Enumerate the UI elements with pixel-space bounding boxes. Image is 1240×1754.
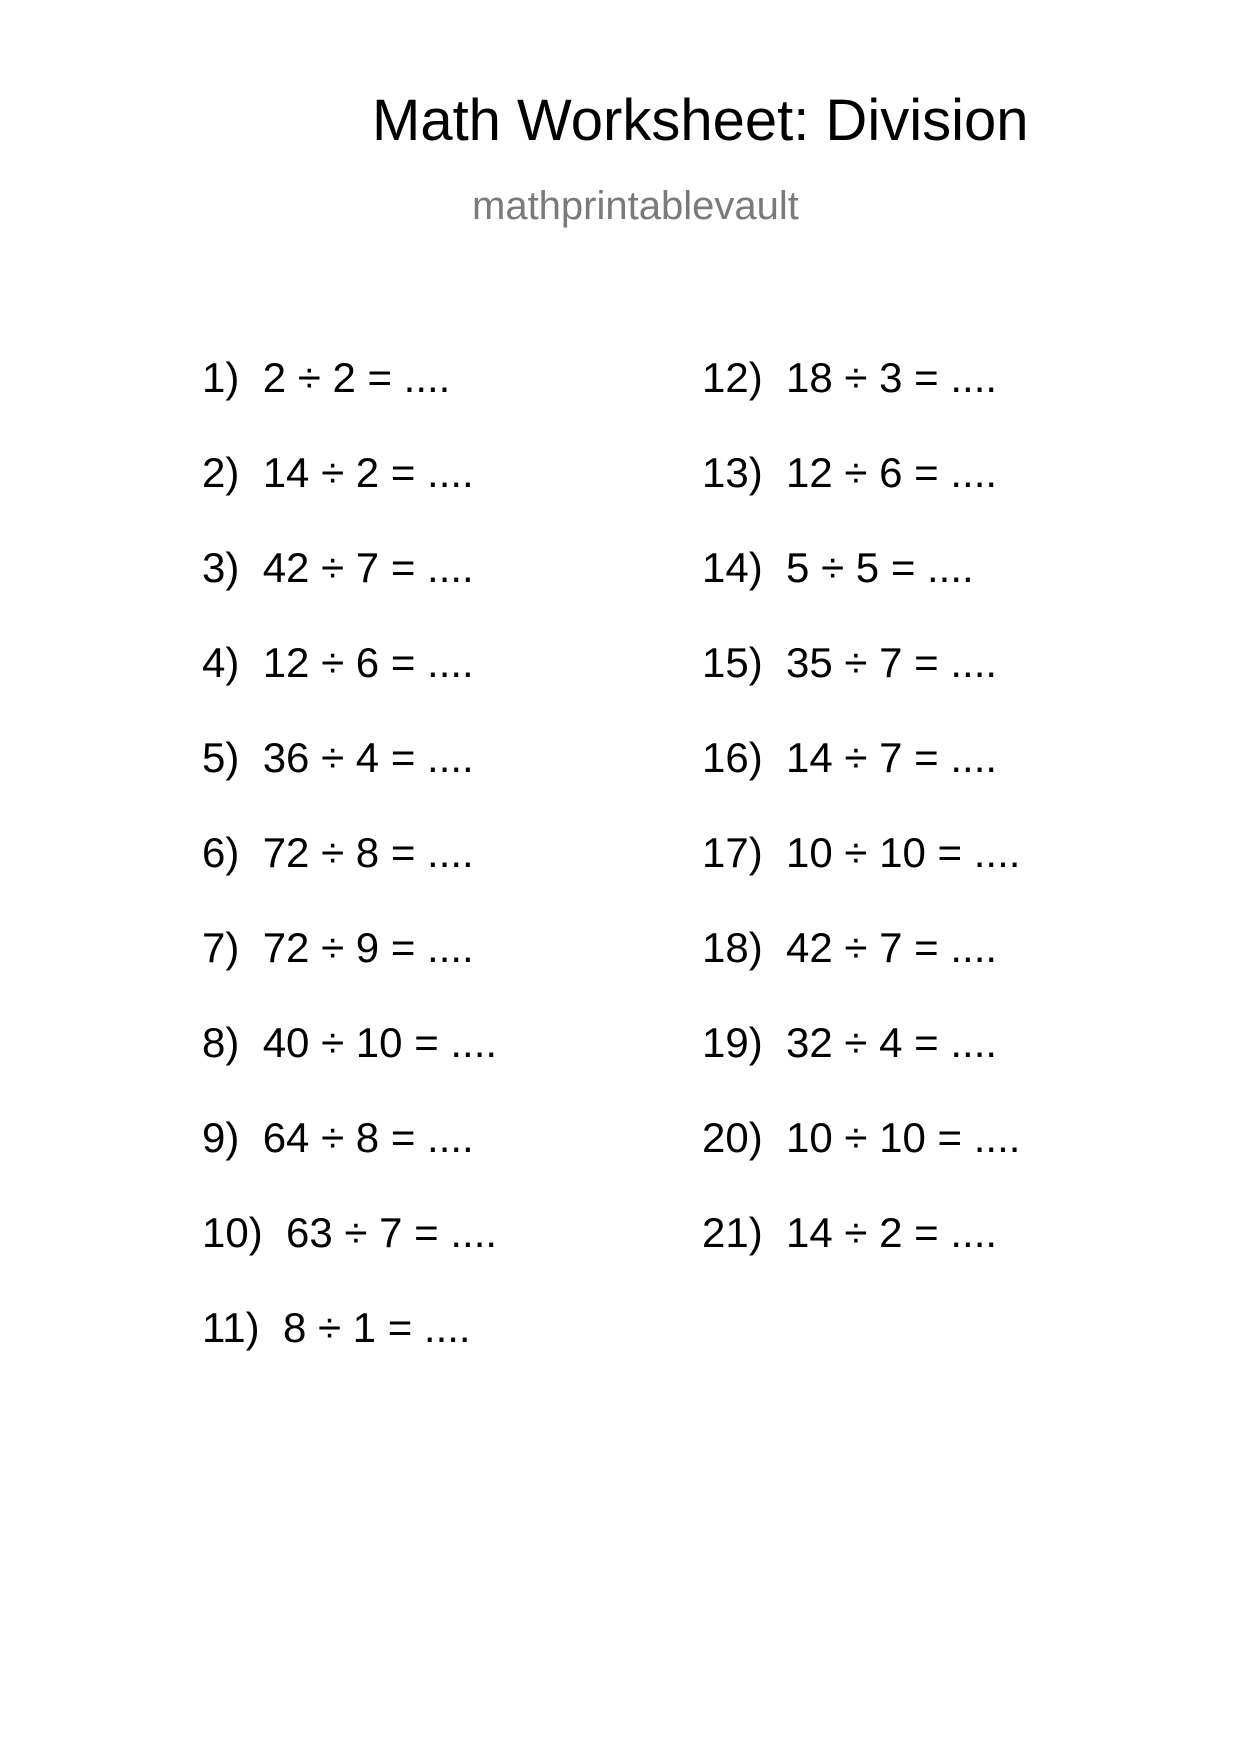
problem-item [702, 639, 998, 686]
problem-number: 10) [202, 1209, 263, 1256]
problem-item [702, 354, 998, 401]
problem-expression: 8 ÷ 1 = .... [282, 1304, 471, 1351]
problem-expression: 72 ÷ 9 = .... [262, 924, 474, 971]
problem-expression: 42 ÷ 7 = .... [262, 544, 474, 591]
problem-expression: 35 ÷ 7 = .... [786, 639, 998, 686]
problem-number: 11) [202, 1304, 260, 1351]
problem-item [702, 544, 974, 591]
problem-number: 4) [202, 639, 240, 686]
problem-expression: 32 ÷ 4 = .... [786, 1019, 998, 1066]
problem-number: 17) [702, 829, 763, 876]
problem-item [202, 829, 474, 876]
problem-number: 2) [202, 449, 240, 496]
problem-item [202, 354, 451, 401]
problem-item [202, 734, 474, 781]
problem-item [202, 1019, 498, 1066]
problem-number: 9) [202, 1114, 240, 1161]
problem-item [702, 1209, 998, 1256]
problem-number: 20) [702, 1114, 763, 1161]
problem-expression: 36 ÷ 4 = .... [262, 734, 474, 781]
problem-number: 18) [702, 924, 763, 971]
problem-item [702, 449, 998, 496]
problem-expression: 42 ÷ 7 = .... [786, 924, 998, 971]
problem-expression: 63 ÷ 7 = .... [286, 1209, 498, 1256]
problem-number: 19) [702, 1019, 763, 1066]
problem-number: 21) [702, 1209, 763, 1256]
problem-expression: 5 ÷ 5 = .... [786, 544, 974, 591]
problem-item [202, 449, 474, 496]
problem-number: 3) [202, 544, 240, 591]
problem-number: 14) [702, 544, 763, 591]
problem-expression: 2 ÷ 2 = .... [262, 354, 451, 401]
worksheet-title: Math Worksheet: Division [372, 88, 1029, 153]
problem-expression: 14 ÷ 2 = .... [262, 449, 474, 496]
problem-expression: 14 ÷ 7 = .... [786, 734, 998, 781]
problem-expression: 40 ÷ 10 = .... [262, 1019, 498, 1066]
problem-number: 8) [202, 1019, 240, 1066]
problem-number: 12) [702, 354, 763, 401]
problem-number: 1) [202, 354, 240, 401]
problem-expression: 14 ÷ 2 = .... [786, 1209, 998, 1256]
problem-item [202, 639, 474, 686]
problem-expression: 64 ÷ 8 = .... [262, 1114, 474, 1161]
problem-item [702, 1019, 998, 1066]
problem-item [202, 1114, 474, 1161]
problem-number: 15) [702, 639, 763, 686]
problem-item [202, 544, 474, 591]
problem-expression: 10 ÷ 10 = .... [786, 829, 1021, 876]
problem-expression: 72 ÷ 8 = .... [262, 829, 474, 876]
problem-item [202, 1209, 498, 1256]
problem-number: 6) [202, 829, 240, 876]
problem-item [702, 1114, 1021, 1161]
problem-number: 5) [202, 734, 240, 781]
problem-expression: 18 ÷ 3 = .... [786, 354, 998, 401]
problem-expression: 12 ÷ 6 = .... [786, 449, 998, 496]
problem-item [702, 924, 998, 971]
problem-number: 16) [702, 734, 763, 781]
worksheet-subtitle: mathprintablevault [472, 184, 799, 228]
problem-number: 7) [202, 924, 240, 971]
problem-expression: 12 ÷ 6 = .... [262, 639, 474, 686]
problem-item [702, 734, 998, 781]
problem-item [202, 924, 474, 971]
problem-item [702, 829, 1021, 876]
problem-number: 13) [702, 449, 763, 496]
problem-expression: 10 ÷ 10 = .... [786, 1114, 1021, 1161]
problem-item [202, 1304, 471, 1351]
